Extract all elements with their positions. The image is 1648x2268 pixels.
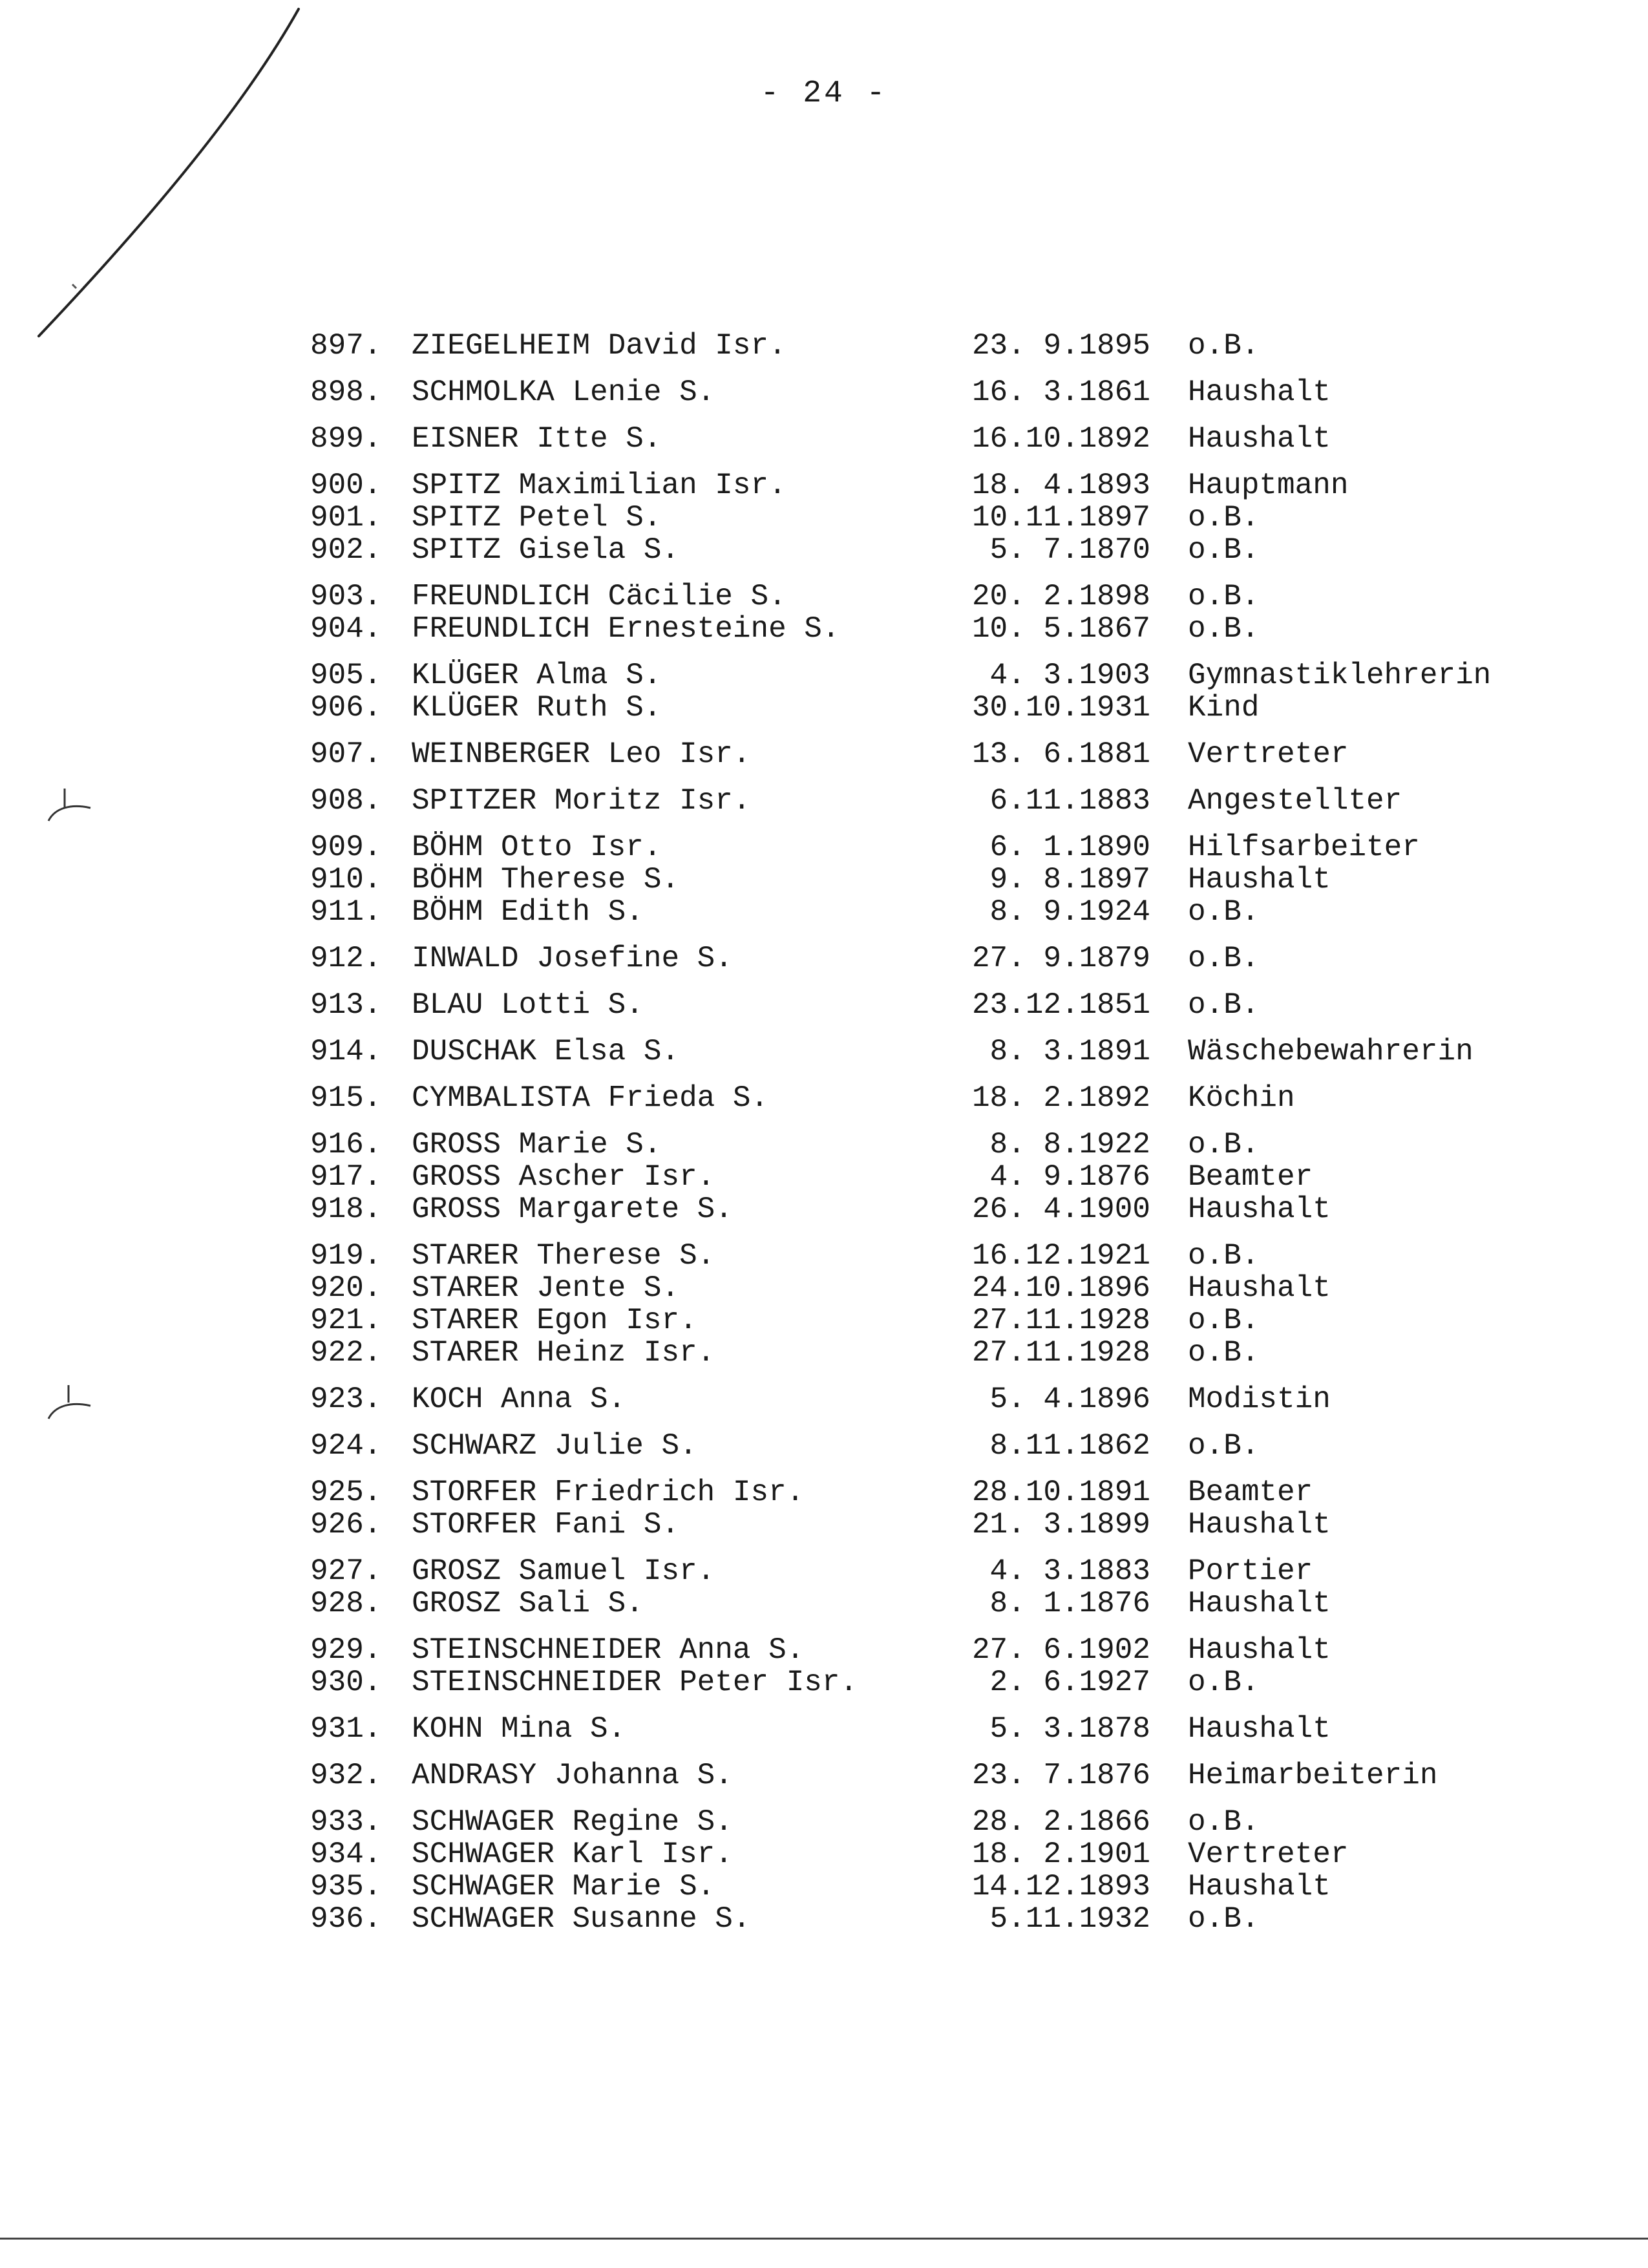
register-row bbox=[0, 692, 1648, 724]
occupation: Wäschebewahrerin bbox=[1188, 1035, 1474, 1068]
birth-date: 27. 6.1902 bbox=[971, 1633, 1150, 1667]
entry-number: 922. bbox=[310, 1336, 382, 1370]
entry-number: 901. bbox=[310, 501, 382, 535]
birth-date: 27. 9.1879 bbox=[971, 942, 1150, 975]
register-row bbox=[0, 659, 1648, 692]
entry-number: 934. bbox=[310, 1838, 382, 1871]
person-name: FREUNDLICH Ernesteine S. bbox=[412, 612, 840, 646]
birth-date: 10.11.1897 bbox=[971, 501, 1150, 535]
occupation: o.B. bbox=[1188, 1805, 1260, 1839]
entry-number: 919. bbox=[310, 1239, 382, 1273]
register-row bbox=[0, 785, 1648, 817]
occupation: Haushalt bbox=[1188, 1870, 1331, 1903]
entry-number: 909. bbox=[310, 831, 382, 864]
occupation: o.B. bbox=[1188, 612, 1260, 646]
person-name: CYMBALISTA Frieda S. bbox=[412, 1081, 769, 1115]
entry-number: 907. bbox=[310, 737, 382, 771]
register-row bbox=[0, 502, 1648, 534]
entry-number: 924. bbox=[310, 1429, 382, 1463]
occupation: o.B. bbox=[1188, 1666, 1260, 1699]
occupation: Angestellter bbox=[1188, 784, 1402, 818]
person-name: FREUNDLICH Cäcilie S. bbox=[412, 580, 787, 613]
entry-number: 903. bbox=[310, 580, 382, 613]
occupation: Hauptmann bbox=[1188, 469, 1349, 502]
register-row bbox=[0, 376, 1648, 408]
entry-number: 925. bbox=[310, 1476, 382, 1509]
pen-stroke-mark bbox=[0, 0, 323, 362]
occupation: Haushalt bbox=[1188, 376, 1331, 409]
birth-date: 8. 1.1876 bbox=[989, 1587, 1150, 1620]
birth-date: 5.11.1932 bbox=[989, 1902, 1150, 1936]
register-row bbox=[0, 864, 1648, 896]
birth-date: 20. 2.1898 bbox=[971, 580, 1150, 613]
register-row bbox=[0, 1430, 1648, 1462]
register-row bbox=[0, 423, 1648, 455]
entry-group bbox=[0, 785, 1648, 817]
register-row bbox=[0, 1509, 1648, 1541]
register-row bbox=[0, 1666, 1648, 1699]
occupation: o.B. bbox=[1188, 895, 1260, 929]
birth-date: 5. 4.1896 bbox=[989, 1383, 1150, 1416]
person-name: BLAU Lotti S. bbox=[412, 988, 644, 1022]
entry-group bbox=[0, 989, 1648, 1021]
birth-date: 2. 6.1927 bbox=[989, 1666, 1150, 1699]
occupation: Portier bbox=[1188, 1554, 1313, 1588]
register-row bbox=[0, 1193, 1648, 1225]
person-name: SCHMOLKA Lenie S. bbox=[412, 376, 715, 409]
register-row bbox=[0, 1383, 1648, 1415]
birth-date: 4. 3.1883 bbox=[989, 1554, 1150, 1588]
entry-group bbox=[0, 831, 1648, 928]
birth-date: 23. 7.1876 bbox=[971, 1759, 1150, 1792]
person-name: SPITZ Maximilian Isr. bbox=[412, 469, 787, 502]
birth-date: 8. 3.1891 bbox=[989, 1035, 1150, 1068]
entry-group bbox=[0, 738, 1648, 770]
register-row bbox=[0, 1806, 1648, 1838]
entry-number: 906. bbox=[310, 691, 382, 725]
occupation: Haushalt bbox=[1188, 1587, 1331, 1620]
birth-date: 14.12.1893 bbox=[971, 1870, 1150, 1903]
person-name: KLÜGER Ruth S. bbox=[412, 691, 662, 725]
birth-date: 5. 7.1870 bbox=[989, 533, 1150, 567]
occupation: o.B. bbox=[1188, 942, 1260, 975]
entry-number: 912. bbox=[310, 942, 382, 975]
occupation: Gymnastiklehrerin bbox=[1188, 659, 1492, 692]
birth-date: 30.10.1931 bbox=[971, 691, 1150, 725]
register-row bbox=[0, 989, 1648, 1021]
birth-date: 9. 8.1897 bbox=[989, 863, 1150, 896]
occupation: Vertreter bbox=[1188, 737, 1349, 771]
occupation: Haushalt bbox=[1188, 1712, 1331, 1746]
page-number: - 24 - bbox=[760, 76, 888, 111]
person-name: KOHN Mina S. bbox=[412, 1712, 626, 1746]
entry-number: 911. bbox=[310, 895, 382, 929]
birth-date: 4. 9.1876 bbox=[989, 1160, 1150, 1194]
entry-group bbox=[0, 1759, 1648, 1792]
entry-number: 932. bbox=[310, 1759, 382, 1792]
entry-number: 897. bbox=[310, 329, 382, 363]
birth-date: 18. 2.1892 bbox=[971, 1081, 1150, 1115]
person-name: STARER Egon Isr. bbox=[412, 1304, 697, 1337]
entry-group bbox=[0, 1713, 1648, 1745]
register-row bbox=[0, 1838, 1648, 1871]
entry-number: 913. bbox=[310, 988, 382, 1022]
register-row bbox=[0, 1555, 1648, 1587]
person-name: STARER Therese S. bbox=[412, 1239, 715, 1273]
birth-date: 16.10.1892 bbox=[971, 422, 1150, 456]
occupation: o.B. bbox=[1188, 1304, 1260, 1337]
register-row bbox=[0, 1476, 1648, 1509]
person-name: ANDRASY Johanna S. bbox=[412, 1759, 733, 1792]
occupation: Haushalt bbox=[1188, 1508, 1331, 1542]
person-name: SCHWARZ Julie S. bbox=[412, 1429, 697, 1463]
occupation: o.B. bbox=[1188, 580, 1260, 613]
entry-group bbox=[0, 1634, 1648, 1699]
occupation: Köchin bbox=[1188, 1081, 1295, 1115]
occupation: o.B. bbox=[1188, 1429, 1260, 1463]
occupation: Beamter bbox=[1188, 1476, 1313, 1509]
register-row bbox=[0, 1161, 1648, 1193]
occupation: o.B. bbox=[1188, 1336, 1260, 1370]
occupation: Hilfsarbeiter bbox=[1188, 831, 1420, 864]
register-row bbox=[0, 1587, 1648, 1620]
entry-group bbox=[0, 1240, 1648, 1369]
entry-number: 921. bbox=[310, 1304, 382, 1337]
entry-number: 918. bbox=[310, 1192, 382, 1226]
occupation: Heimarbeiterin bbox=[1188, 1759, 1438, 1792]
birth-date: 18. 4.1893 bbox=[971, 469, 1150, 502]
register-row bbox=[0, 1713, 1648, 1745]
entry-number: 917. bbox=[310, 1160, 382, 1194]
birth-date: 21. 3.1899 bbox=[971, 1508, 1150, 1542]
occupation: Haushalt bbox=[1188, 863, 1331, 896]
birth-date: 8. 8.1922 bbox=[989, 1128, 1150, 1161]
occupation: Modistin bbox=[1188, 1383, 1331, 1416]
birth-date: 24.10.1896 bbox=[971, 1271, 1150, 1305]
birth-date: 6. 1.1890 bbox=[989, 831, 1150, 864]
register-row bbox=[0, 1337, 1648, 1369]
birth-date: 16. 3.1861 bbox=[971, 376, 1150, 409]
birth-date: 23. 9.1895 bbox=[971, 329, 1150, 363]
entry-number: 900. bbox=[310, 469, 382, 502]
entry-group bbox=[0, 580, 1648, 645]
entry-group bbox=[0, 376, 1648, 408]
occupation: o.B. bbox=[1188, 988, 1260, 1022]
entry-group bbox=[0, 1129, 1648, 1225]
person-name: INWALD Josefine S. bbox=[412, 942, 733, 975]
entry-number: 905. bbox=[310, 659, 382, 692]
entry-number: 931. bbox=[310, 1712, 382, 1746]
birth-date: 16.12.1921 bbox=[971, 1239, 1150, 1273]
occupation: Haushalt bbox=[1188, 422, 1331, 456]
birth-date: 27.11.1928 bbox=[971, 1336, 1150, 1370]
register-row bbox=[0, 1129, 1648, 1161]
person-name: KLÜGER Alma S. bbox=[412, 659, 662, 692]
occupation: Beamter bbox=[1188, 1160, 1313, 1194]
birth-date: 23.12.1851 bbox=[971, 988, 1150, 1022]
person-name: SCHWAGER Karl Isr. bbox=[412, 1838, 733, 1871]
entry-group bbox=[0, 469, 1648, 566]
entry-group bbox=[0, 1383, 1648, 1415]
person-name: GROSS Marie S. bbox=[412, 1128, 662, 1161]
entry-number: 923. bbox=[310, 1383, 382, 1416]
person-name: STORFER Friedrich Isr. bbox=[412, 1476, 805, 1509]
birth-date: 6.11.1883 bbox=[989, 784, 1150, 818]
register-row bbox=[0, 580, 1648, 613]
entry-number: 935. bbox=[310, 1870, 382, 1903]
register-row bbox=[0, 330, 1648, 362]
person-name: GROSZ Sali S. bbox=[412, 1587, 644, 1620]
register-row bbox=[0, 1240, 1648, 1272]
person-name: SPITZ Gisela S. bbox=[412, 533, 680, 567]
entry-group bbox=[0, 1035, 1648, 1068]
entry-number: 927. bbox=[310, 1554, 382, 1588]
birth-date: 28.10.1891 bbox=[971, 1476, 1150, 1509]
person-name: GROSS Margarete S. bbox=[412, 1192, 733, 1226]
entry-group bbox=[0, 330, 1648, 362]
occupation: Haushalt bbox=[1188, 1192, 1331, 1226]
entry-group bbox=[0, 423, 1648, 455]
person-name: STARER Heinz Isr. bbox=[412, 1336, 715, 1370]
person-name: WEINBERGER Leo Isr. bbox=[412, 737, 751, 771]
register-row bbox=[0, 738, 1648, 770]
occupation: o.B. bbox=[1188, 1239, 1260, 1273]
register-row bbox=[0, 613, 1648, 645]
entry-number: 910. bbox=[310, 863, 382, 896]
entry-group bbox=[0, 1555, 1648, 1620]
register-row bbox=[0, 1871, 1648, 1903]
register-row bbox=[0, 942, 1648, 975]
person-name: BÖHM Therese S. bbox=[412, 863, 680, 896]
person-name: STORFER Fani S. bbox=[412, 1508, 680, 1542]
birth-date: 5. 3.1878 bbox=[989, 1712, 1150, 1746]
person-name: BÖHM Otto Isr. bbox=[412, 831, 662, 864]
entry-number: 915. bbox=[310, 1081, 382, 1115]
entry-number: 926. bbox=[310, 1508, 382, 1542]
entry-number: 928. bbox=[310, 1587, 382, 1620]
register-row bbox=[0, 1272, 1648, 1304]
person-name: STARER Jente S. bbox=[412, 1271, 680, 1305]
entry-number: 908. bbox=[310, 784, 382, 818]
birth-date: 4. 3.1903 bbox=[989, 659, 1150, 692]
entry-number: 904. bbox=[310, 612, 382, 646]
entry-group bbox=[0, 1430, 1648, 1462]
entry-number: 920. bbox=[310, 1271, 382, 1305]
occupation: Kind bbox=[1188, 691, 1260, 725]
register-row bbox=[0, 831, 1648, 864]
occupation: Haushalt bbox=[1188, 1633, 1331, 1667]
person-name: EISNER Itte S. bbox=[412, 422, 662, 456]
entry-group bbox=[0, 1476, 1648, 1541]
entry-group bbox=[0, 1806, 1648, 1935]
register-row bbox=[0, 1634, 1648, 1666]
entry-number: 929. bbox=[310, 1633, 382, 1667]
register-row bbox=[0, 1759, 1648, 1792]
entry-number: 930. bbox=[310, 1666, 382, 1699]
entry-number: 914. bbox=[310, 1035, 382, 1068]
person-name: SCHWAGER Marie S. bbox=[412, 1870, 715, 1903]
birth-date: 8. 9.1924 bbox=[989, 895, 1150, 929]
occupation: o.B. bbox=[1188, 533, 1260, 567]
register-row bbox=[0, 1082, 1648, 1114]
entry-number: 902. bbox=[310, 533, 382, 567]
register-row bbox=[0, 1304, 1648, 1337]
person-name: BÖHM Edith S. bbox=[412, 895, 644, 929]
person-name: ZIEGELHEIM David Isr. bbox=[412, 329, 787, 363]
entry-number: 933. bbox=[310, 1805, 382, 1839]
occupation: o.B. bbox=[1188, 329, 1260, 363]
person-name: SCHWAGER Regine S. bbox=[412, 1805, 733, 1839]
person-name: SCHWAGER Susanne S. bbox=[412, 1902, 751, 1936]
person-name: SPITZER Moritz Isr. bbox=[412, 784, 751, 818]
birth-date: 13. 6.1881 bbox=[971, 737, 1150, 771]
entry-group bbox=[0, 659, 1648, 724]
register-entries bbox=[0, 330, 1648, 1949]
entry-number: 936. bbox=[310, 1902, 382, 1936]
person-name: STEINSCHNEIDER Anna S. bbox=[412, 1633, 805, 1667]
birth-date: 26. 4.1900 bbox=[971, 1192, 1150, 1226]
occupation: Vertreter bbox=[1188, 1838, 1349, 1871]
occupation: o.B. bbox=[1188, 501, 1260, 535]
register-row bbox=[0, 1903, 1648, 1935]
birth-date: 18. 2.1901 bbox=[971, 1838, 1150, 1871]
register-row bbox=[0, 896, 1648, 928]
register-row bbox=[0, 469, 1648, 502]
entry-number: 916. bbox=[310, 1128, 382, 1161]
occupation: o.B. bbox=[1188, 1902, 1260, 1936]
scan-border-line bbox=[0, 2238, 1648, 2240]
birth-date: 27.11.1928 bbox=[971, 1304, 1150, 1337]
person-name: KOCH Anna S. bbox=[412, 1383, 626, 1416]
birth-date: 8.11.1862 bbox=[989, 1429, 1150, 1463]
occupation: o.B. bbox=[1188, 1128, 1260, 1161]
person-name: SPITZ Petel S. bbox=[412, 501, 662, 535]
birth-date: 28. 2.1866 bbox=[971, 1805, 1150, 1839]
register-row bbox=[0, 534, 1648, 566]
entry-number: 898. bbox=[310, 376, 382, 409]
person-name: GROSZ Samuel Isr. bbox=[412, 1554, 715, 1588]
entry-group bbox=[0, 1082, 1648, 1114]
person-name: GROSS Ascher Isr. bbox=[412, 1160, 715, 1194]
register-row bbox=[0, 1035, 1648, 1068]
entry-number: 899. bbox=[310, 422, 382, 456]
person-name: DUSCHAK Elsa S. bbox=[412, 1035, 680, 1068]
birth-date: 10. 5.1867 bbox=[971, 612, 1150, 646]
occupation: Haushalt bbox=[1188, 1271, 1331, 1305]
entry-group bbox=[0, 942, 1648, 975]
person-name: STEINSCHNEIDER Peter Isr. bbox=[412, 1666, 858, 1699]
